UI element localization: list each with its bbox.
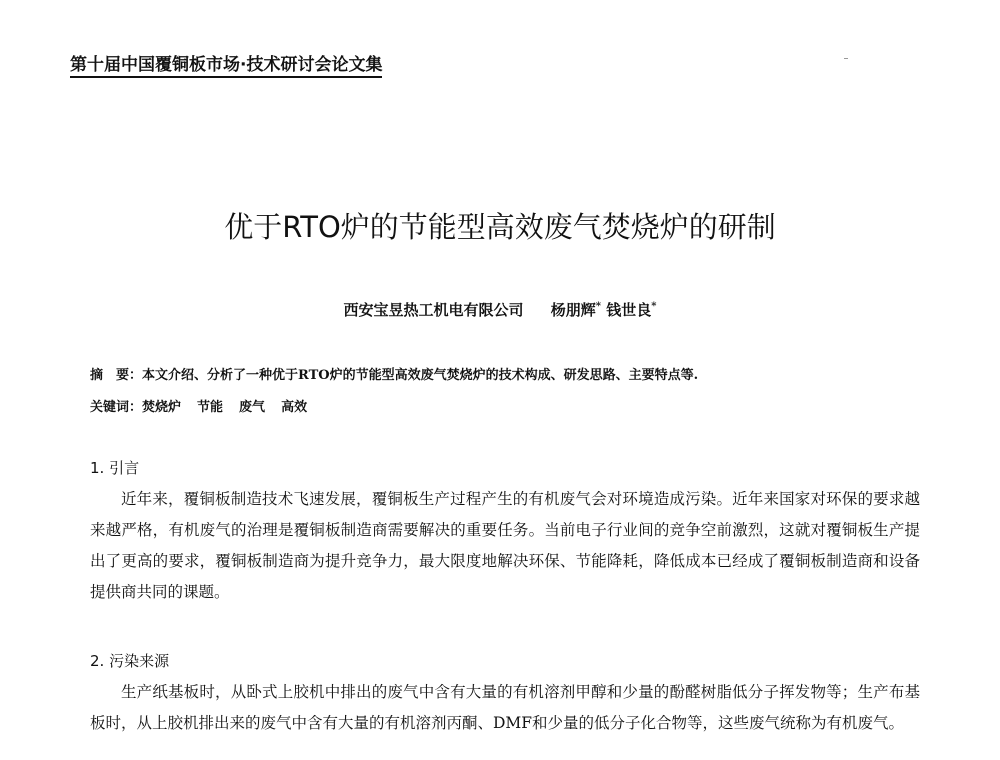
author-mark: * — [651, 301, 657, 312]
abstract-text: 本文介绍、分析了一种优于RTO炉的节能型高效废气焚烧炉的技术构成、研发思路、主要特点等. — [142, 368, 699, 383]
keywords — [90, 396, 323, 415]
author-organization: 西安宝昱热工机电有限公司 — [343, 301, 524, 319]
keywords-label: 关键词： — [90, 400, 143, 415]
scan-speck — [844, 58, 848, 59]
author-line — [0, 299, 1000, 320]
keyword: 节能 — [197, 400, 224, 415]
keyword: 废气 — [239, 400, 266, 415]
keyword: 高效 — [281, 400, 308, 415]
paper-title: 优于RTO炉的节能型高效废气焚烧炉的研制 — [224, 210, 776, 244]
running-header: 第十届中国覆铜板市场·技术研讨会论文集 — [70, 50, 382, 78]
keyword: 焚烧炉 — [142, 400, 182, 415]
author-name: 钱世良 — [606, 301, 652, 319]
abstract — [90, 364, 698, 383]
author-mark: * — [595, 301, 601, 312]
section-body-pollution-source: 生产纸基板时，从卧式上胶机中排出的废气中含有大量的有机溶剂甲醇和少量的酚醛树脂低分子挥发物等；生产布基板时，从上胶机排出来的废气中含有大量的有机溶剂丙酮、DMF和少量的低分子化合物等，这些废气统称为有机废气。 — [90, 683, 920, 732]
section-heading-introduction: 1. 引言 — [90, 459, 140, 477]
section-heading-pollution-source: 2. 污染来源 — [90, 652, 170, 670]
section-body-introduction: 近年来，覆铜板制造技术飞速发展，覆铜板生产过程产生的有机废气会对环境造成污染。近年来国家对环保的要求越来越严格，有机废气的治理是覆铜板制造商需要解决的重要任务。当前电子行业间的竞争空前激烈，这就对覆铜板生产提出了更高的要求，覆铜板制造商为提升竞争力，最大限度地解决环保、节能降耗，降低成本已经成了覆铜板制造商和设备提供商共同的课题。 — [90, 490, 920, 601]
abstract-label: 摘 要： — [90, 368, 143, 383]
author-name: 杨朋辉 — [550, 301, 596, 319]
